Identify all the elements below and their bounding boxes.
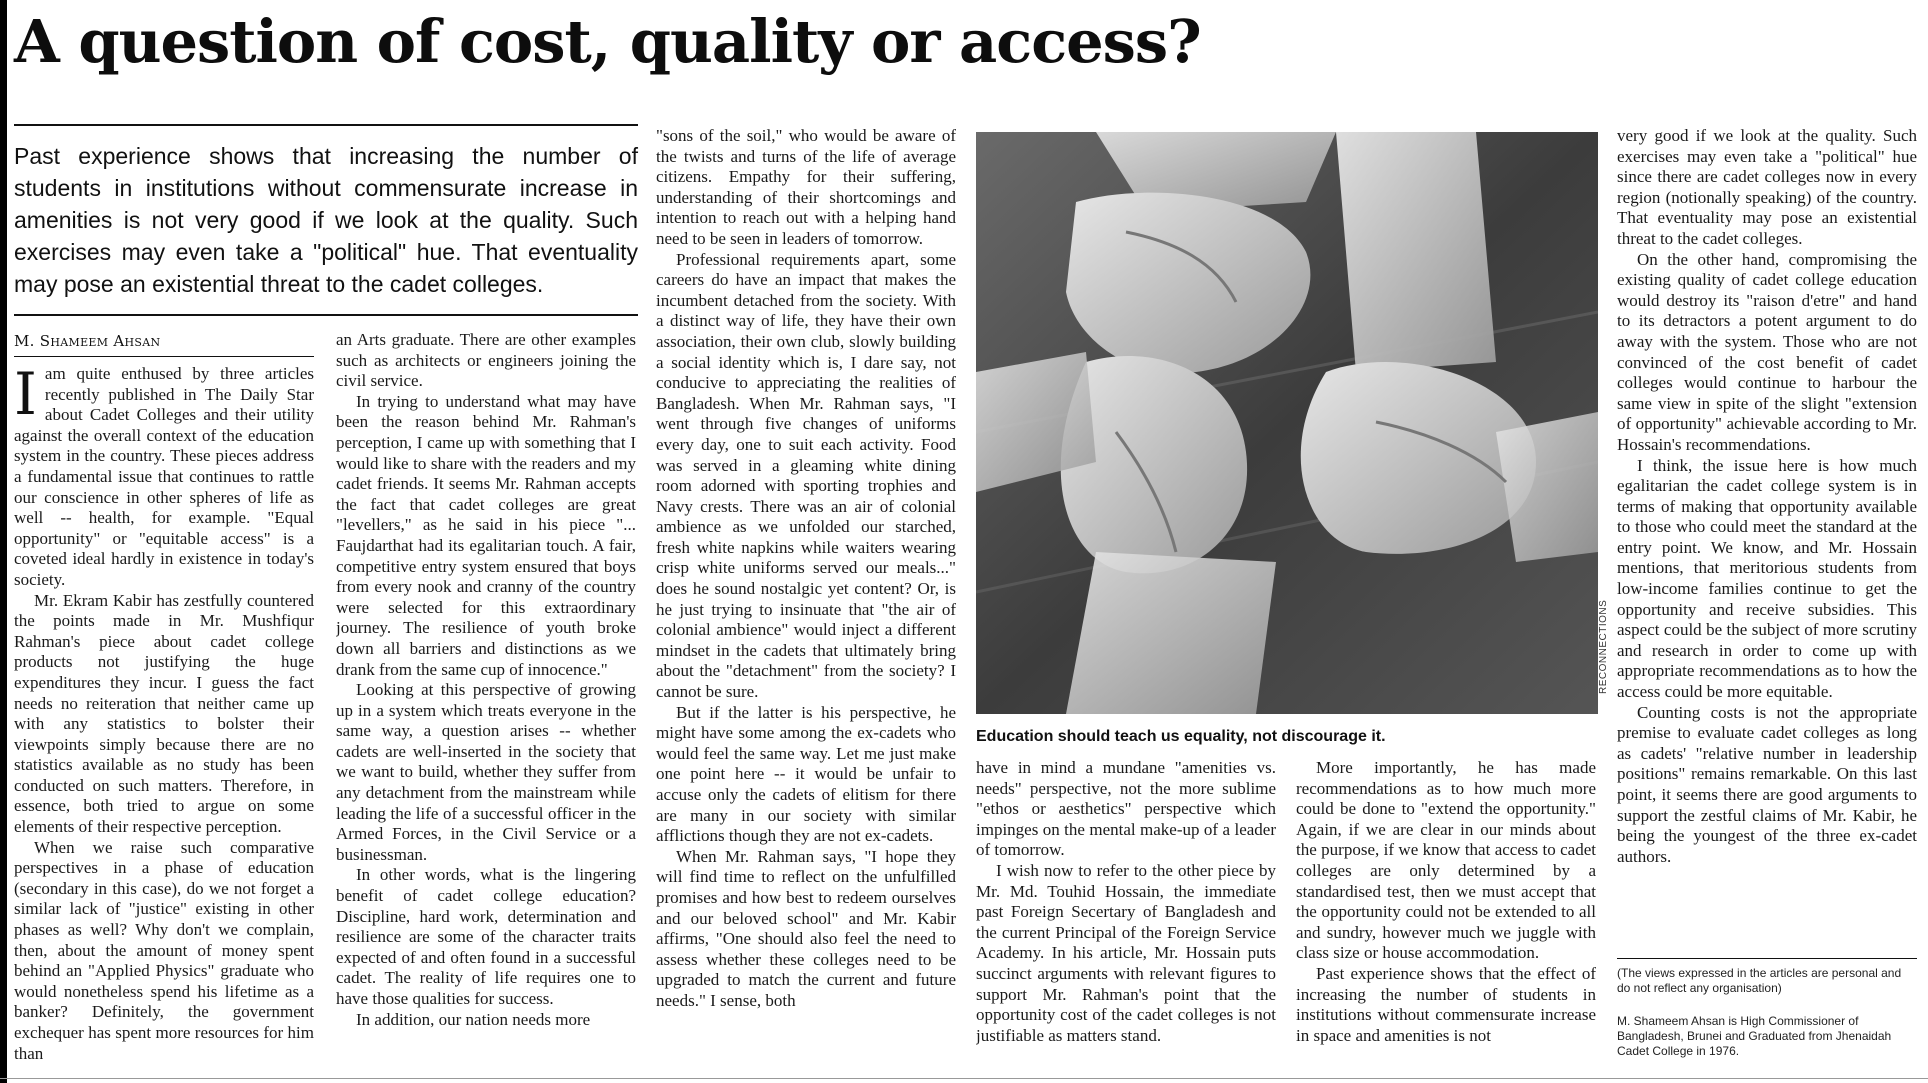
pull-quote: Past experience shows that increasing the number of students in institutions without commensurate increase in amenities is not very good if we look at the quality. Such exercises may even take a "political" hue. That eventuality may pose an existential threat to the cadet colleges. <box>14 143 638 297</box>
drop-cap: I <box>14 364 37 428</box>
paragraph: In trying to understand what may have been the reason behind Mr. Rahman's perception, I came up with something that I would like to share with the readers and my cadet friends. It seems Mr. Rahman accepts the fact that cadet colleges are great "levellers," as he said in his piece "... Faujdarthat had its egalitarian touch. A fair, competitive entry system ensured that boys from every nook and cranny of the country were selected for this extraordinary journey. The resilience of youth broke down all barriers and distinctions as we drank from the same cup of innocence." <box>336 391 636 679</box>
paragraph: When we raise such comparative perspectives in a phase of education (secondary in this case), do we not forget a similar lack of "justice" existing in other phases as well? Why don't we complain, then, about the amount of money spent behind an "Applied Physics" graduate who would nonetheless spend his lifetime as a banker? Definitely, the government exchequer has spent more resources for him than <box>14 837 314 1063</box>
paragraph: In addition, our nation needs more <box>356 1009 591 1029</box>
paragraph: On the other hand, compromising the existing quality of cadet college education would destroy its "raison d'etre" and hand to its detractors a potent argument to do away with the system. Those who are not convinced of the cost benefit of cadet colleges would continue to harbour the same view in spite of the slight "extension of opportunity" achievable according to Mr. Hossain's recommendations. <box>1617 249 1917 454</box>
paragraph: I wish now to refer to the other piece by Mr. Md. Touhid Hossain, the immediate past Foreign Secertary of Bangladesh and the current Principal of the Foreign Service Academy. In his article, Mr. Hossain puts succinct arguments with relevant figures to support Mr. Rahman's point that the opportunity cost of the cadet colleges is not justifiable as matters stand. <box>976 860 1276 1045</box>
article-column-5 <box>1296 758 1596 1066</box>
page-bottom-rule <box>0 1078 1928 1079</box>
pull-quote-bottom-rule <box>14 314 638 316</box>
paragraph: Counting costs is not the appropriate premise to evaluate cadet colleges as long as cadets' "relative number in leadership positions" remains remarkable. On this last point, it seems there are good arguments to support the zestful claims of Mr. Kabir, he being the youngest of the three ex-cadet authors. <box>1617 702 1917 866</box>
paragraph: In other words, what is the lingering benefit of cadet college education? Discipline, hard work, determination and resilience are some of the character traits expected of and often found in a successful cadet. The reality of life requires one to have those qualities for success. <box>336 865 636 1008</box>
paragraph: When Mr. Rahman says, "I hope they will find time to reflect on the unfulfilled promises and how best to redeem ourselves and our beloved school" and Mr. Kabir affirms, "One should also feel the need to assess whether these colleges need to be upgraded to match the current and future needs." I sense, both <box>656 846 956 1010</box>
pull-quote-top-rule <box>14 124 638 126</box>
paragraph: Past experience shows that the effect of increasing the number of students in institutions without commensurate increase in space and amenities is not <box>1296 963 1596 1045</box>
photo-credit: RECONNECTIONS <box>1598 599 1609 695</box>
byline-rule <box>14 356 314 357</box>
paragraph: an Arts graduate. There are other examples such as architects or engineers joining the civil service. <box>336 330 636 391</box>
article-column-4 <box>976 758 1276 1066</box>
author-note-rule <box>1617 958 1917 959</box>
author-bio: M. Shameem Ahsan is High Commissioner of Bangladesh, Brunei and Graduated from Jhenaidah Cadet College in 1976. <box>1617 1014 1892 1058</box>
paragraph: More importantly, he has made recommendations as to how much more could be done to "extend the opportunity." Again, if we are clear in our minds about the purpose, if we know that access to cadet colleges are only determined by a standardised test, then we must accept that the opportunity could not be extended to all and sundry, however much we juggle with class size or house accommodation. <box>1296 758 1596 963</box>
disclaimer-note: (The views expressed in the articles are personal and do not reflect any organisation) <box>1617 966 1902 995</box>
hands-photo-icon <box>976 132 1598 714</box>
article-column-6 <box>1617 126 1917 950</box>
paragraph: "sons of the soil," who would be aware of the twists and turns of the life of average citizens. Empathy for their suffering, understanding of their shortcomings and intention to reach out with a helping hand need to be seen in leaders of tomorrow. <box>656 126 956 248</box>
paragraph: have in mind a mundane "amenities vs. needs" perspective, not the more sublime "ethos or aesthetics" perspective which impinges on the mental make-up of a leader of tomorrow. <box>976 758 1276 860</box>
article-column-3 <box>656 126 956 1066</box>
photo-caption: Education should teach us equality, not discourage it. <box>976 728 1386 745</box>
page-edge <box>0 0 7 1083</box>
lead-text: am quite enthused by three articles recently published in The Daily Star about Cadet Colleges and their utility against the overall context of the education system in the country. These pieces address a fundamental issue that continues to rattle our conscience in other spheres of life as well -- health, for example. "Equal opportunity" or "equitable access" is a coveted ideal hardly in existence in today's society. <box>14 364 314 589</box>
headline: A question of cost, quality or access? <box>14 7 1201 76</box>
paragraph: Looking at this perspective of growing up in a system which treats everyone in the same way, a question arises -- whether cadets are well-inserted in the society that we want to build, whether they suffer from any detachment from the mainstream while leading the life of a successful officer in the Armed Forces, in the Civil Service or a businessman. <box>336 680 636 864</box>
paragraph: I think, the issue here is how much egalitarian the cadet college system is in terms of making that opportunity available to those who could meet the standard at the entry point. We know, and Mr. Hossain mentions, that meritorious students from low-income families continue to get the opportunity and receive subsidies. This aspect could be the subject of more scrutiny and research in order to come up with appropriate recommendations as to how the access could be more equitable. <box>1617 455 1917 702</box>
hands-linked-photo <box>976 132 1598 714</box>
article-column-1 <box>14 364 314 1064</box>
paragraph: Mr. Ekram Kabir has zestfully countered the points made in Mr. Mushfiqur Rahman's piece about cadet college products not justifying the huge expenditures they incur. I guess the fact needs no reiteration that neither came up with any statistics to bolster their viewpoints simply because there are no statistics available as no study has been conducted on such matters. Therefore, in essence, both tried to argue on some elements of their respective perception. <box>14 590 314 837</box>
lead-paragraph <box>14 364 314 591</box>
paragraph: very good if we look at the quality. Such exercises may even take a "political" hue since there are cadet colleges now in every region (notionally speaking) of the country. That eventuality may pose an existential threat to the cadet colleges. <box>1617 126 1917 248</box>
byline: M. Shameem Ahsan <box>14 332 161 350</box>
paragraph: But if the latter is his perspective, he might have some among the ex-cadets who would feel the same way. Let me just make one point here -- it would be unfair to accuse only the cadets of elitism for there are many in our society with similar afflictions though they are not ex-cadets. <box>656 702 956 846</box>
paragraph: Professional requirements apart, some careers do have an impact that makes the incumbent detached from the society. With a distinct way of life, they have their own association, their own club, slowly building a social identity which is, I dare say, not conducive to appreciating the realities of Bangladesh. When Mr. Rahman says, "I went through five changes of uniforms every day, one to suit each activity. Food was served in a gleaming white dining room adorned with sporting trophies and Navy crests. There was an air of colonial ambience as we unfolded our starched, fresh white napkins while waiters wearing crisp white uniforms served our meals..." does he sound nostalgic yet content? Or, is he just trying to insinuate that "the air of colonial ambience" would inject a different mindset in the cadets that ultimately bring about the "detachment" from the society? I cannot be sure. <box>656 249 956 702</box>
article-column-2 <box>336 330 636 1066</box>
